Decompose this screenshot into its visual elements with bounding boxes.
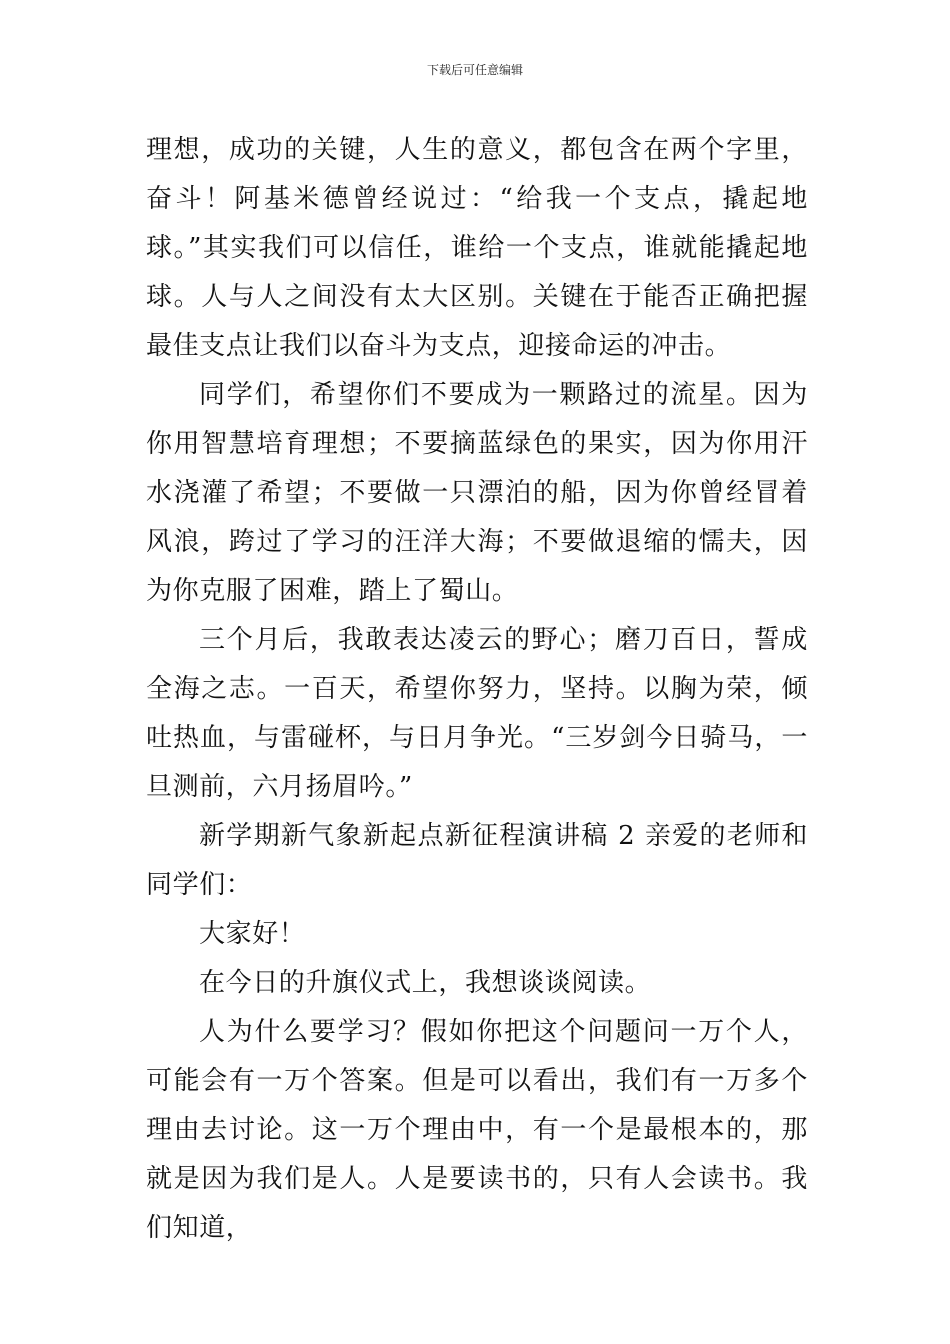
document-body bbox=[146, 126, 808, 1253]
paragraph: 大家好！ bbox=[199, 919, 306, 949]
paragraph: 理想，成功的关键，人生的意义，都包含在两个字里，奋斗！阿基米德曾经说过：“给我一个支点，撬起地球。”其实我们可以信任，谁给一个支点，谁就能撬起地球。人与人之间没有太大区别。关键在于能否正确把握最佳支点让我们以奋斗为支点，迎接命运的冲击。 bbox=[146, 135, 808, 361]
paragraph: 人为什么要学习？假如你把这个问题问一万个人，可能会有一万个答案。但是可以看出，我们有一万多个理由去讨论。这一万个理由中，有一个是最根本的，那就是因为我们是人。人是要读书的，只有人会读书。我们知道， bbox=[146, 1017, 808, 1243]
page-header: 下载后可任意编辑 bbox=[426, 63, 523, 77]
paragraph: 新学期新气象新起点新征程演讲稿 2 亲爱的老师和同学们： bbox=[146, 821, 808, 900]
paragraph: 同学们，希望你们不要成为一颗路过的流星。因为你用智慧培育理想；不要摘蓝绿色的果实，因为你用汗水浇灌了希望；不要做一只漂泊的船，因为你曾经冒着风浪，跨过了学习的汪洋大海；不要做退缩的懦夫，因为你克服了困难，踏上了蜀山。 bbox=[146, 380, 808, 606]
paragraph: 在今日的升旗仪式上，我想谈谈阅读。 bbox=[199, 968, 652, 998]
paragraph: 三个月后，我敢表达凌云的野心；磨刀百日，誓成全海之志。一百天，希望你努力，坚持。以胸为荣，倾吐热血，与雷碰杯，与日月争光。“三岁剑今日骑马，一旦测前，六月扬眉吟。” bbox=[146, 625, 808, 802]
